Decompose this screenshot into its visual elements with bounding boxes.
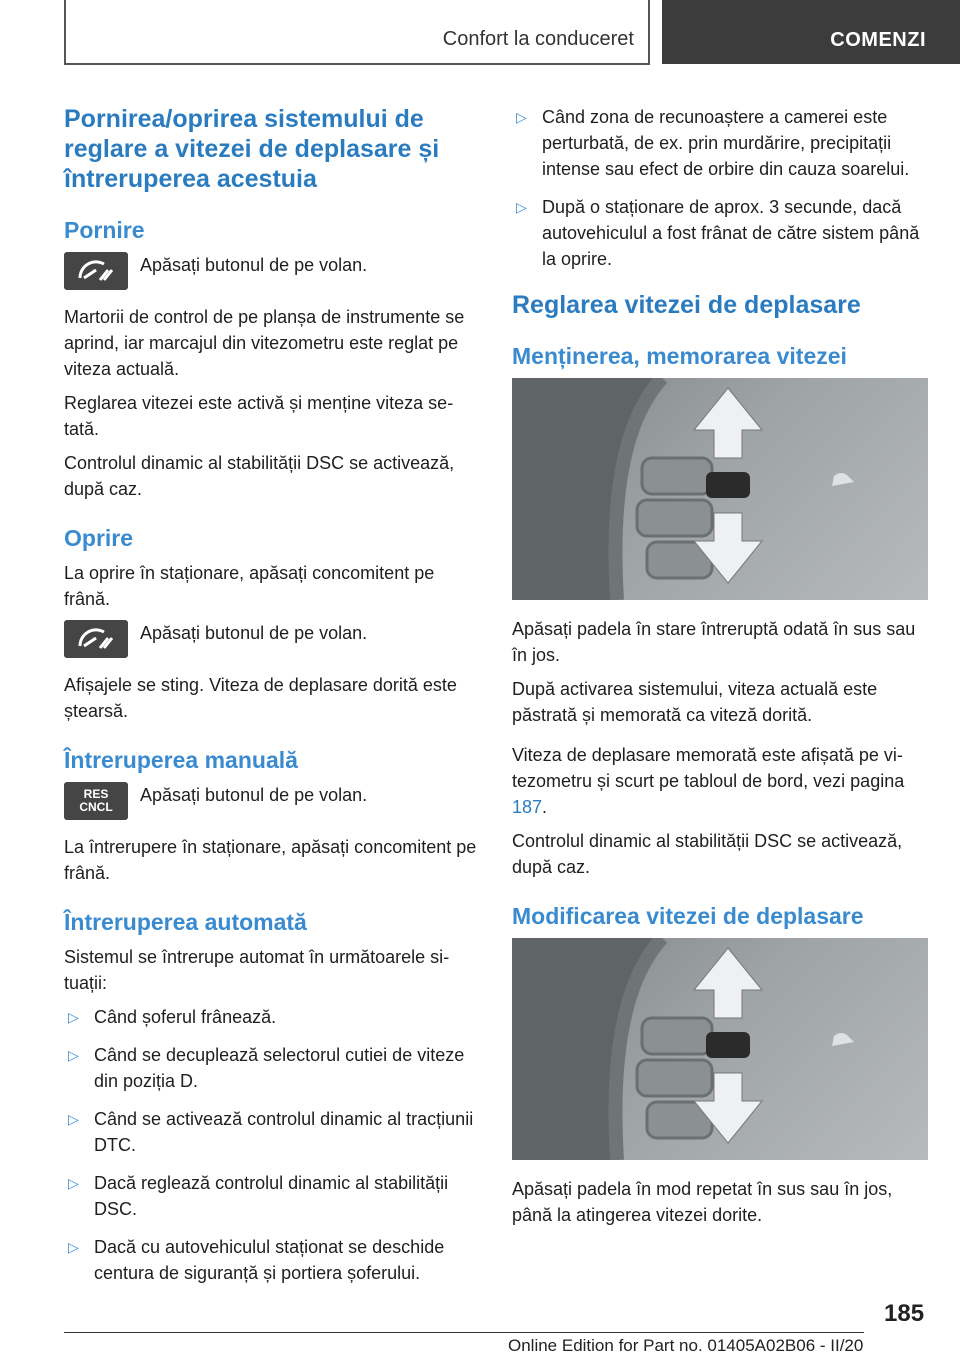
paragraph: Apăsați padela în mod repetat în sus sau în jos, până la atingerea vitezei dorite. (512, 1179, 893, 1225)
cruise-control-icon (64, 252, 128, 290)
list-item: ▷ Dacă reglează controlul dinamic al stabilității DSC. (64, 1170, 480, 1222)
page-number: 185 (884, 1300, 925, 1327)
list-item: ▷ Când se decuplează selectorul cutiei de viteze din poziția D. (64, 1042, 480, 1094)
triangle-bullet-icon: ▷ (68, 1047, 79, 1063)
res-label: RES (83, 787, 109, 801)
triangle-bullet-icon: ▷ (516, 199, 527, 215)
steering-wheel-rocker-photo (512, 378, 928, 600)
heading-modificare: Modificarea vitezei de deplasare (512, 903, 864, 929)
oprire-icon-text: Apăsați butonul de pe volan. (140, 623, 368, 643)
pornire-icon-text: Apăsați butonul de pe volan. (140, 255, 368, 275)
chapter-tab-label: COMENZI (830, 29, 926, 51)
paragraph: Sistemul se întrerupe automat în următoarele situații: (64, 947, 450, 993)
continued-list (512, 104, 928, 272)
cncl-label: CNCL (79, 800, 113, 814)
paragraph: Controlul dinamic al stabilității DSC se activează, după caz. (512, 831, 903, 877)
oprire-button-row (64, 620, 480, 658)
triangle-bullet-icon: ▷ (68, 1175, 79, 1191)
automat-list (64, 1004, 480, 1286)
paragraph: Afișajele se sting. Viteza de deplasare dorită este ștearsă. (64, 675, 457, 721)
manual-icon-text: Apăsați butonul de pe volan. (140, 785, 368, 805)
steering-wheel-rocker-photo (512, 938, 928, 1160)
right-column (512, 104, 928, 1236)
footer-edition: Online Edition for Part no. 01405A02B06 - II/20 (508, 1336, 864, 1355)
header-rule-bottom (64, 63, 650, 65)
section-title: Confort la conduceret (442, 28, 634, 50)
heading-automat: Întreruperea automată (64, 909, 307, 935)
paragraph: La oprire în staționare, apăsați concomitent pe frână. (64, 563, 435, 609)
manual-button-row (64, 782, 480, 820)
heading-oprire: Oprire (64, 525, 134, 551)
heading-pornire: Pornire (64, 217, 145, 243)
heading-mentinere: Menținerea, memorarea vitezei (512, 343, 847, 369)
heading-manual: Întreruperea manuală (64, 747, 298, 773)
paragraph: Martorii de control de pe planșa de instrumente se aprind, iar marcajul din vitezometru este reglat pe viteza actuală. (64, 307, 465, 379)
chapter-tab[interactable] (662, 0, 960, 64)
paragraph: Controlul dinamic al stabilității DSC se activează, după caz. (64, 453, 455, 499)
cruise-control-icon (64, 620, 128, 658)
header-rule-left (64, 0, 66, 64)
pornire-button-row (64, 252, 480, 290)
list-item: ▷ Dacă cu autovehiculul staționat se deschide centura de siguranță și portiera șoferului. (64, 1234, 480, 1286)
triangle-bullet-icon: ▷ (68, 1009, 79, 1025)
res-cncl-button-icon (64, 782, 128, 820)
paragraph: La întrerupere în staționare, apăsați concomitent pe frână. (64, 837, 477, 883)
footer-rule (64, 1332, 864, 1333)
section-heading: Reglarea vitezei de deplasare (512, 291, 861, 319)
main-heading: Pornirea/oprirea sistemului de reglare a vitezei de deplasare și întreruperea acestuia (64, 105, 440, 193)
list-item: ▷ Când se activează controlul dinamic al tracțiunii DTC. (64, 1106, 480, 1158)
paragraph: Viteza de deplasare memorată este afișată pe vitezometru și scurt pe tabloul de bord, vezi pagina 187. (512, 745, 905, 817)
list-item: ▷ După o staționare de aprox. 3 secunde, dacă autovehiculul a fost frânat de către sistem până la oprire. (512, 194, 928, 272)
triangle-bullet-icon: ▷ (68, 1239, 79, 1255)
paragraph: Apăsați padela în stare întreruptă odată în sus sau în jos. (512, 619, 916, 665)
paragraph: Reglarea vitezei este activă și menține viteza setată. (64, 393, 454, 439)
header-rule-mid (648, 0, 650, 64)
triangle-bullet-icon: ▷ (516, 109, 527, 125)
left-column (64, 104, 480, 1298)
paragraph: După activarea sistemului, viteza actuală este păstrată și memorată ca viteză dorită. (512, 679, 878, 725)
list-item: ▷ Când zona de recunoaștere a camerei este perturbată, de ex. prin murdărire, precipitații intense sau efect de orbire din cauza soarelui. (512, 104, 928, 182)
triangle-bullet-icon: ▷ (68, 1111, 79, 1127)
list-item: ▷ Când șoferul frânează. (64, 1004, 480, 1030)
page-reference-link[interactable]: 187 (512, 797, 543, 817)
